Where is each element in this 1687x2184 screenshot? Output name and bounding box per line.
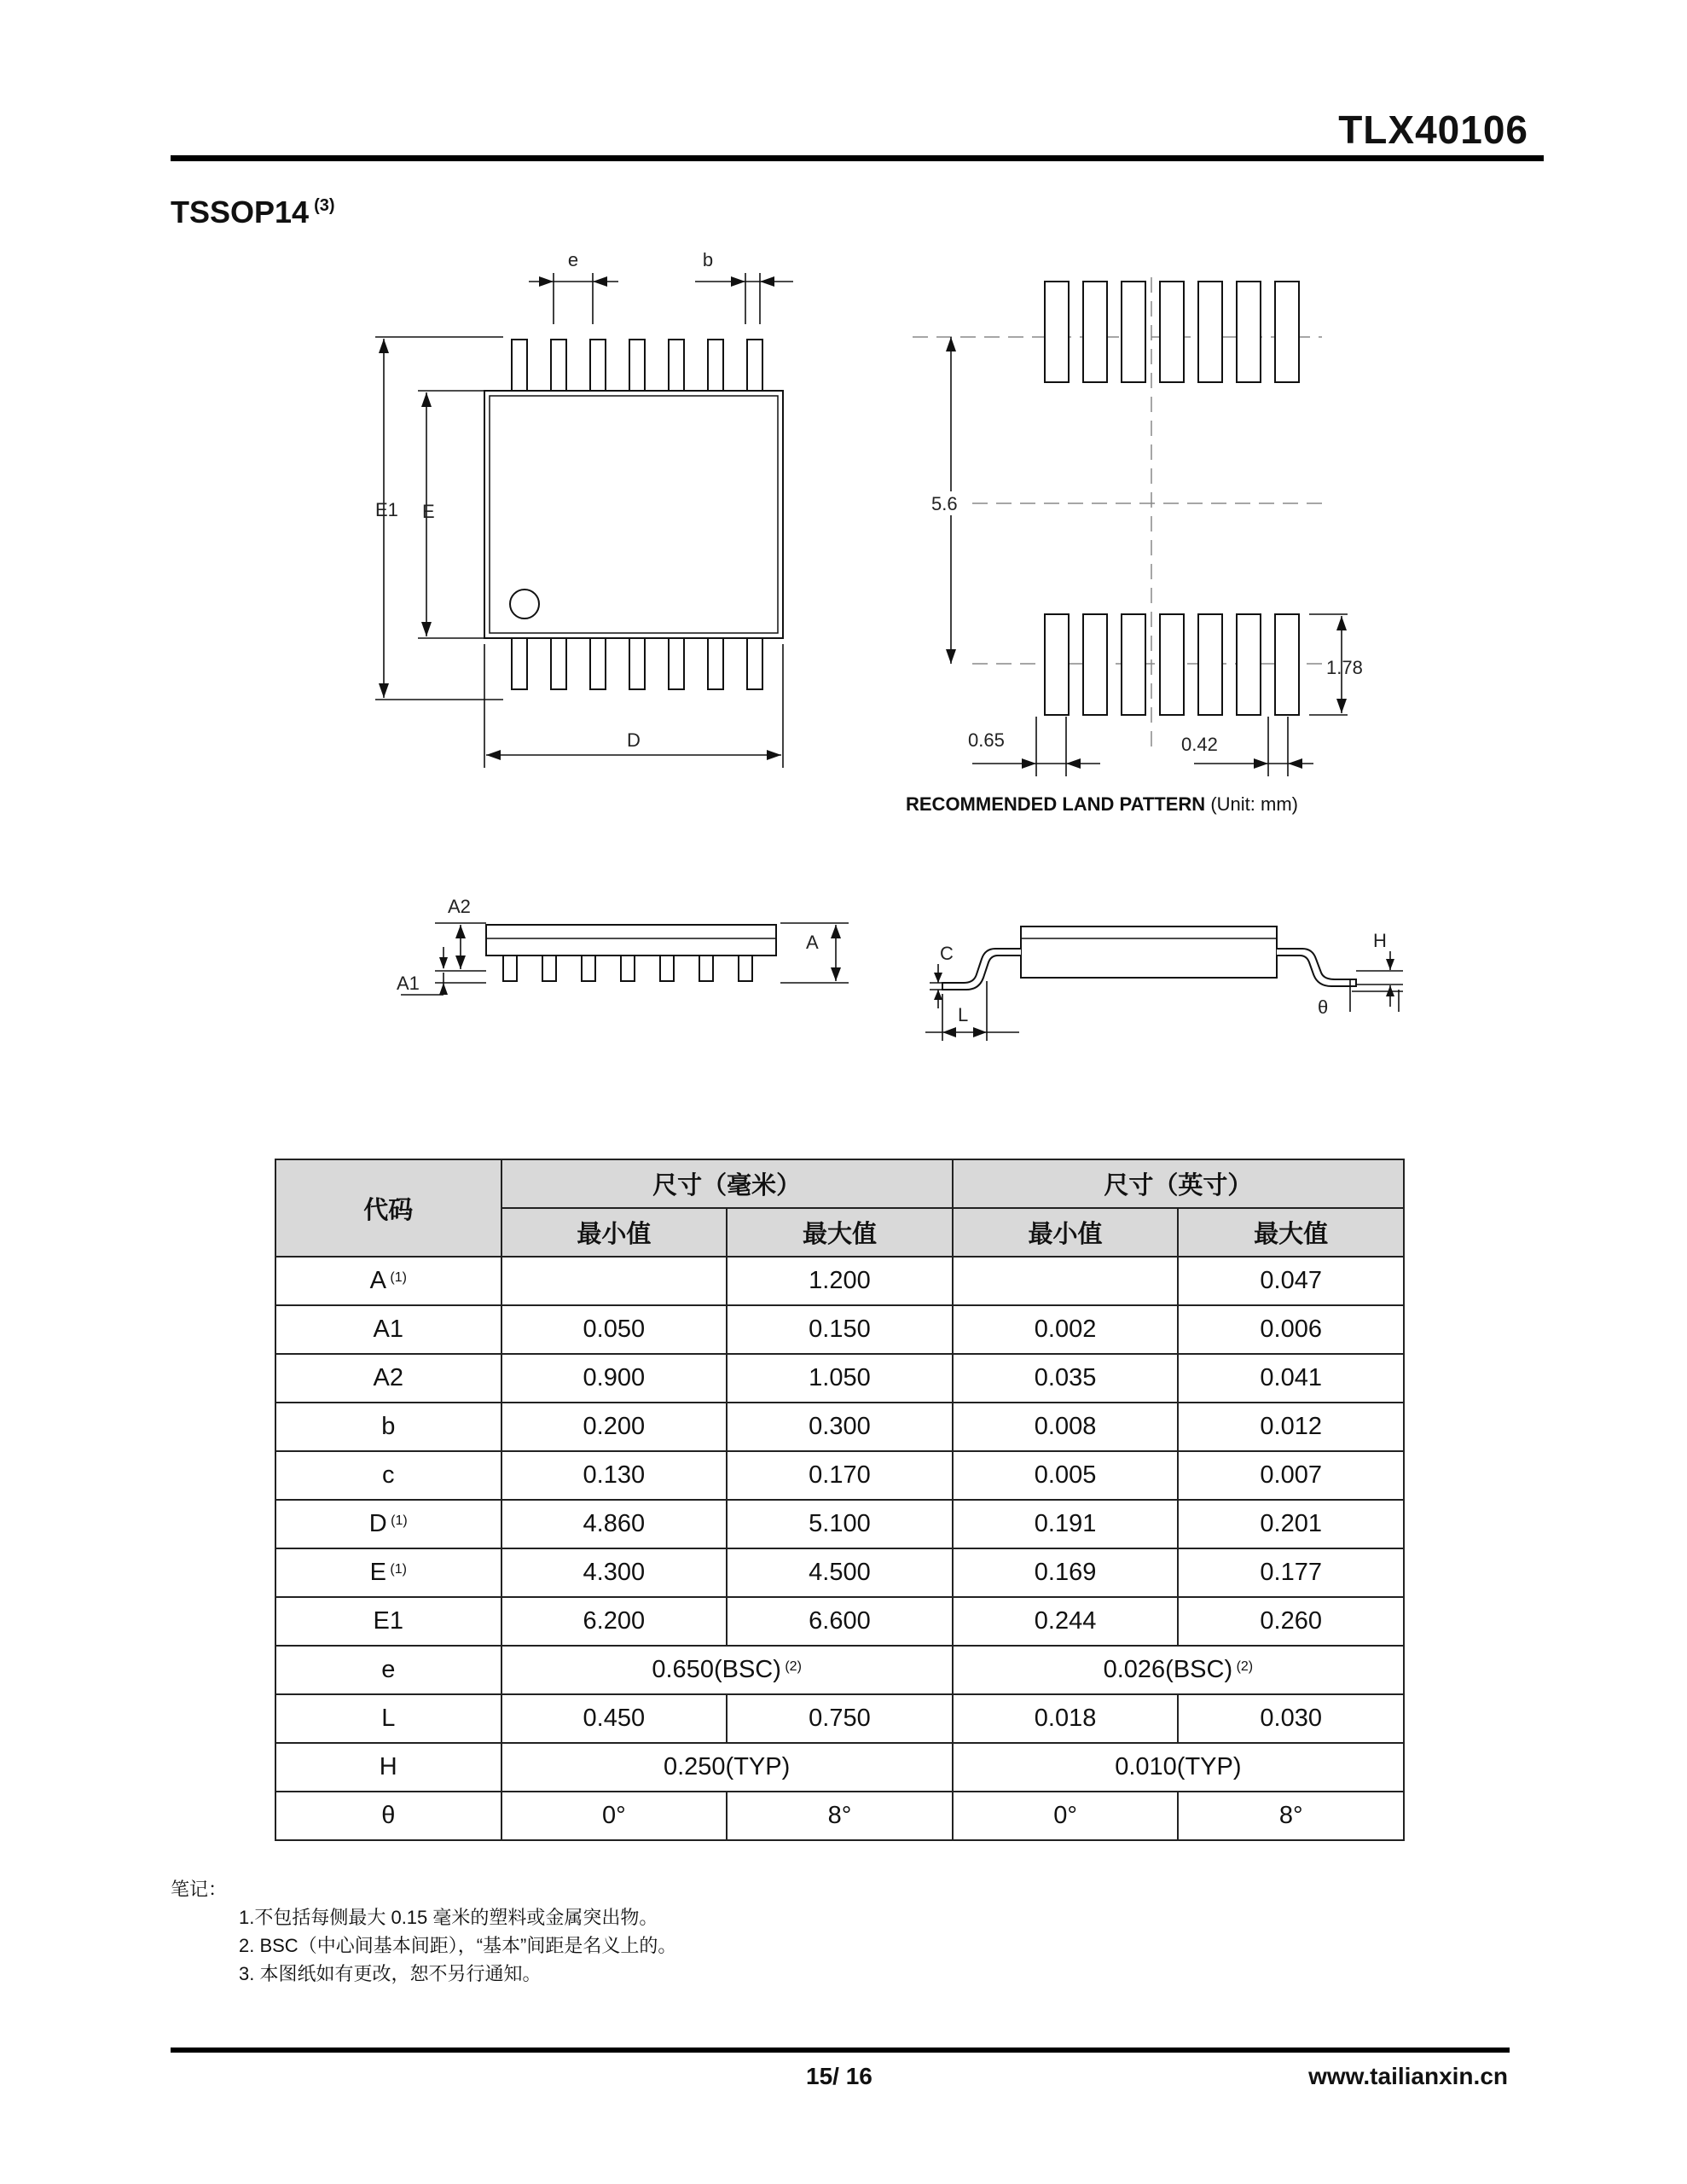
side-lead bbox=[699, 956, 713, 981]
side-lead bbox=[621, 956, 635, 981]
label-H: H bbox=[1373, 930, 1387, 951]
table-row bbox=[275, 1694, 1404, 1743]
cell-mm-max: 8° bbox=[727, 1792, 953, 1840]
notes bbox=[171, 1875, 676, 1988]
cell-mm-max: 1.050 bbox=[727, 1354, 953, 1403]
package-body-outline bbox=[484, 391, 783, 638]
pin-bottom bbox=[551, 638, 566, 689]
header-rule bbox=[171, 155, 1544, 161]
cell-mm: 0.250(TYP) bbox=[501, 1743, 953, 1792]
cell-in-max: 0.041 bbox=[1178, 1354, 1404, 1403]
label-A1: A1 bbox=[397, 973, 420, 994]
label-E1: E1 bbox=[375, 499, 398, 520]
website-link[interactable]: www.tailianxin.cn bbox=[1308, 2063, 1508, 2089]
cell-code: E1 bbox=[275, 1597, 501, 1646]
label-E: E bbox=[422, 501, 435, 522]
cell-in-max: 8° bbox=[1178, 1792, 1404, 1840]
cell-mm-min: 0.900 bbox=[501, 1354, 728, 1403]
pad-bottom bbox=[1198, 614, 1222, 715]
header-in-max: 最大值 bbox=[1178, 1208, 1404, 1257]
cell-mm-max: 4.500 bbox=[727, 1548, 953, 1597]
side-lead bbox=[660, 956, 674, 981]
cell-in-max: 0.047 bbox=[1178, 1257, 1404, 1305]
cell-in-max: 0.007 bbox=[1178, 1451, 1404, 1500]
cell-code: A1 bbox=[275, 1305, 501, 1354]
cell-in-min: 0.191 bbox=[953, 1500, 1179, 1548]
dim-0-42: 0.42 bbox=[1181, 734, 1218, 755]
cell-in-min bbox=[953, 1257, 1179, 1305]
cell-code: D $^{(1)}$ bbox=[275, 1500, 501, 1548]
pad-bottom bbox=[1122, 614, 1145, 715]
pad-top bbox=[1198, 282, 1222, 382]
pin-bottom bbox=[669, 638, 684, 689]
table-row bbox=[275, 1257, 1404, 1305]
cell-in-max: 0.012 bbox=[1178, 1403, 1404, 1451]
note-1: 1.不包括每侧最大 0.15 毫米的塑料或金属突出物。 bbox=[239, 1907, 658, 1928]
cell-in-min: 0.005 bbox=[953, 1451, 1179, 1500]
label-D: D bbox=[627, 729, 641, 751]
pad-top bbox=[1083, 282, 1107, 382]
cell-code: c bbox=[275, 1451, 501, 1500]
notes-title: 笔记： bbox=[171, 1879, 228, 1900]
label-theta: θ bbox=[1318, 996, 1329, 1018]
pin-top bbox=[629, 340, 645, 391]
pin-top bbox=[708, 340, 723, 391]
pin-bottom bbox=[747, 638, 762, 689]
cell-code: A $^{(1)}$ bbox=[275, 1257, 501, 1305]
cell-in-min: 0.035 bbox=[953, 1354, 1179, 1403]
side-view-drawing bbox=[392, 887, 870, 1024]
cell-mm-min: 0.050 bbox=[501, 1305, 728, 1354]
cell-mm-min: 0.200 bbox=[501, 1403, 728, 1451]
lead-profile-drawing bbox=[925, 904, 1429, 1049]
cell-mm: 0.650(BSC) $^{(2)}$ bbox=[501, 1646, 953, 1694]
pad-bottom bbox=[1083, 614, 1107, 715]
cell-in-min: 0.008 bbox=[953, 1403, 1179, 1451]
side-lead bbox=[542, 956, 556, 981]
package-title: TSSOP14 $^{(3)}$ bbox=[171, 195, 335, 229]
header-mm-min: 最小值 bbox=[501, 1208, 728, 1257]
cell-in-max: 0.201 bbox=[1178, 1500, 1404, 1548]
cell-in-min: 0.169 bbox=[953, 1548, 1179, 1597]
table-row bbox=[275, 1451, 1404, 1500]
pin-top bbox=[512, 340, 527, 391]
label-C: C bbox=[940, 943, 954, 964]
pad-top bbox=[1045, 282, 1069, 382]
cell-code: b bbox=[275, 1403, 501, 1451]
side-lead bbox=[503, 956, 517, 981]
pin-top bbox=[747, 340, 762, 391]
cell-mm-min: 4.860 bbox=[501, 1500, 728, 1548]
footer-rule bbox=[171, 2048, 1510, 2053]
cell-in-max: 0.006 bbox=[1178, 1305, 1404, 1354]
profile-body bbox=[1021, 926, 1277, 978]
pin-bottom bbox=[512, 638, 527, 689]
pad-top bbox=[1160, 282, 1184, 382]
cell-mm-min: 0.130 bbox=[501, 1451, 728, 1500]
cell-in-max: 0.177 bbox=[1178, 1548, 1404, 1597]
cell-mm-max: 6.600 bbox=[727, 1597, 953, 1646]
land-pattern-caption: RECOMMENDED LAND PATTERN (Unit: mm) bbox=[906, 793, 1298, 815]
pin-top bbox=[590, 340, 606, 391]
cell-in-min: 0.244 bbox=[953, 1597, 1179, 1646]
document-title: TLX40106 bbox=[1338, 107, 1528, 152]
pin-bottom bbox=[629, 638, 645, 689]
table-row bbox=[275, 1403, 1404, 1451]
cell-code: E $^{(1)}$ bbox=[275, 1548, 501, 1597]
cell-in: 0.010(TYP) bbox=[953, 1743, 1404, 1792]
cell-mm-min: 4.300 bbox=[501, 1548, 728, 1597]
side-body bbox=[486, 925, 776, 956]
cell-in-max: 0.030 bbox=[1178, 1694, 1404, 1743]
table-row bbox=[275, 1597, 1404, 1646]
cell-mm-min: 6.200 bbox=[501, 1597, 728, 1646]
side-lead bbox=[739, 956, 752, 981]
cell-in-min: 0.002 bbox=[953, 1305, 1179, 1354]
land-pattern-drawing bbox=[904, 273, 1382, 819]
pad-top bbox=[1275, 282, 1299, 382]
cell-mm-max: 5.100 bbox=[727, 1500, 953, 1548]
table-row bbox=[275, 1305, 1404, 1354]
header-code: 代码 bbox=[275, 1159, 501, 1257]
cell-code: e bbox=[275, 1646, 501, 1694]
pin-bottom bbox=[708, 638, 723, 689]
header-inch: 尺寸（英寸） bbox=[953, 1159, 1404, 1208]
label-L: L bbox=[958, 1004, 969, 1025]
header-mm: 尺寸（毫米） bbox=[501, 1159, 953, 1208]
page-number: 15/ 16 bbox=[806, 2063, 872, 2089]
cell-in: 0.026(BSC) $^{(2)}$ bbox=[953, 1646, 1404, 1694]
side-lead bbox=[582, 956, 595, 981]
cell-mm-max: 0.170 bbox=[727, 1451, 953, 1500]
dimension-table bbox=[275, 1159, 1405, 1841]
pad-bottom bbox=[1237, 614, 1261, 715]
table-row bbox=[275, 1646, 1404, 1694]
cell-mm-min: 0.450 bbox=[501, 1694, 728, 1743]
dim-0-65: 0.65 bbox=[968, 729, 1005, 751]
cell-code: H bbox=[275, 1743, 501, 1792]
pin1-marker bbox=[510, 590, 539, 619]
header-in-min: 最小值 bbox=[953, 1208, 1179, 1257]
pad-bottom bbox=[1045, 614, 1069, 715]
pin-top bbox=[669, 340, 684, 391]
cell-mm-min bbox=[501, 1257, 728, 1305]
header-mm-max: 最大值 bbox=[727, 1208, 953, 1257]
note-3: 3. 本图纸如有更改，恕不另行通知。 bbox=[239, 1963, 542, 1984]
cell-mm-max: 0.150 bbox=[727, 1305, 953, 1354]
table-row bbox=[275, 1548, 1404, 1597]
cell-code: θ bbox=[275, 1792, 501, 1840]
label-e: e bbox=[567, 249, 579, 270]
cell-in-min: 0° bbox=[953, 1792, 1179, 1840]
dim-5-6: 5.6 bbox=[931, 493, 958, 514]
cell-mm-max: 0.750 bbox=[727, 1694, 953, 1743]
cell-in-min: 0.018 bbox=[953, 1694, 1179, 1743]
table-row bbox=[275, 1743, 1404, 1792]
label-A2: A2 bbox=[448, 896, 471, 917]
cell-code: L bbox=[275, 1694, 501, 1743]
pin-bottom bbox=[590, 638, 606, 689]
cell-in-max: 0.260 bbox=[1178, 1597, 1404, 1646]
top-view-drawing bbox=[375, 239, 819, 785]
pad-top bbox=[1237, 282, 1261, 382]
cell-mm-max: 1.200 bbox=[727, 1257, 953, 1305]
cell-code: A2 bbox=[275, 1354, 501, 1403]
cell-mm-max: 0.300 bbox=[727, 1403, 953, 1451]
label-b: b bbox=[702, 249, 714, 270]
pad-top bbox=[1122, 282, 1145, 382]
table-row bbox=[275, 1354, 1404, 1403]
pin-top bbox=[551, 340, 566, 391]
cell-mm-min: 0° bbox=[501, 1792, 728, 1840]
dim-1-78: 1.78 bbox=[1326, 657, 1363, 678]
pad-bottom bbox=[1160, 614, 1184, 715]
table-row bbox=[275, 1500, 1404, 1548]
note-2: 2. BSC（中心间基本间距），“基本”间距是名义上的。 bbox=[239, 1935, 677, 1956]
table-row bbox=[275, 1792, 1404, 1840]
label-A: A bbox=[806, 932, 819, 953]
pad-bottom bbox=[1275, 614, 1299, 715]
